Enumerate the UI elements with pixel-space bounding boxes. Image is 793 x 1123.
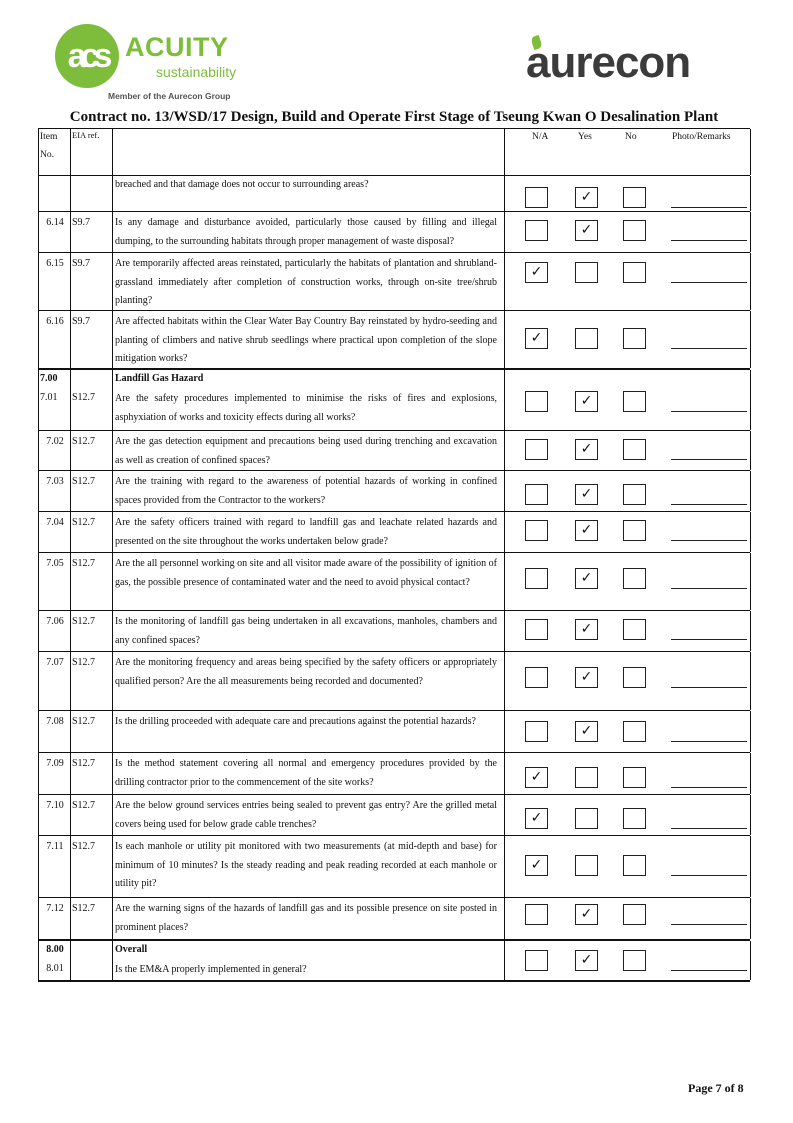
item-number: 7.07 bbox=[46, 657, 64, 668]
item-number: 6.14 bbox=[46, 217, 64, 228]
na-checkbox[interactable] bbox=[525, 667, 548, 688]
no-checkbox[interactable] bbox=[623, 904, 646, 925]
remarks-field[interactable] bbox=[671, 687, 747, 688]
table-row bbox=[38, 369, 750, 431]
yes-checkbox[interactable]: ✓ bbox=[575, 220, 598, 241]
remarks-field[interactable] bbox=[671, 924, 747, 925]
yes-checkbox[interactable]: ✓ bbox=[575, 950, 598, 971]
yes-checkbox[interactable]: ✓ bbox=[575, 484, 598, 505]
item-number: 7.01 bbox=[40, 392, 58, 403]
na-checkbox[interactable] bbox=[525, 520, 548, 541]
eia-ref: S12.7 bbox=[72, 758, 96, 769]
item-description: Are affected habitats within the Clear Water Bay Country Bay reinstated by hydro-seeding and planting of climbers and native shrub seedlings where practical upon completion of the slope mitigation works? bbox=[115, 316, 497, 364]
header-na: N/A bbox=[532, 132, 549, 142]
item-number: 7.09 bbox=[46, 758, 64, 769]
yes-checkbox[interactable] bbox=[575, 328, 598, 349]
no-checkbox[interactable] bbox=[623, 262, 646, 283]
eia-ref: S12.7 bbox=[72, 903, 96, 914]
remarks-field[interactable] bbox=[671, 207, 747, 208]
item-description: Is the drilling proceeded with adequate care and precautions against the potential hazards? bbox=[115, 716, 476, 727]
yes-checkbox[interactable]: ✓ bbox=[575, 520, 598, 541]
item-number: 7.02 bbox=[46, 436, 64, 447]
item-description: Is the EM&A properly implemented in general? bbox=[115, 964, 307, 975]
remarks-field[interactable] bbox=[671, 970, 747, 971]
table-row bbox=[38, 553, 750, 611]
section-title: Overall bbox=[115, 944, 148, 955]
eia-ref: S12.7 bbox=[72, 800, 96, 811]
na-checkbox[interactable] bbox=[525, 904, 548, 925]
na-checkbox[interactable]: ✓ bbox=[525, 855, 548, 876]
na-checkbox[interactable]: ✓ bbox=[525, 328, 548, 349]
yes-checkbox[interactable] bbox=[575, 262, 598, 283]
remarks-field[interactable] bbox=[671, 348, 747, 349]
remarks-field[interactable] bbox=[671, 639, 747, 640]
no-checkbox[interactable] bbox=[623, 619, 646, 640]
item-description: Are the training with regard to the awareness of potential hazards of working in confined spaces provided from the Contractor to the workers? bbox=[115, 476, 497, 506]
item-description: Are temporarily affected areas reinstated, particularly the habitats of plantation and shrubland-grassland immediately after completion of construction works, through on-site tree/shrub planting? bbox=[115, 258, 497, 306]
yes-checkbox[interactable] bbox=[575, 855, 598, 876]
yes-checkbox[interactable]: ✓ bbox=[575, 667, 598, 688]
no-checkbox[interactable] bbox=[623, 520, 646, 541]
no-checkbox[interactable] bbox=[623, 391, 646, 412]
item-number: 7.04 bbox=[46, 517, 64, 528]
header-no: No. bbox=[40, 150, 54, 160]
yes-checkbox[interactable]: ✓ bbox=[575, 439, 598, 460]
item-number: 8.01 bbox=[46, 963, 64, 974]
yes-checkbox[interactable]: ✓ bbox=[575, 391, 598, 412]
yes-checkbox[interactable]: ✓ bbox=[575, 721, 598, 742]
table-row bbox=[38, 471, 750, 512]
remarks-field[interactable] bbox=[671, 411, 747, 412]
eia-ref: S12.7 bbox=[72, 392, 96, 403]
item-number: 8.00 bbox=[46, 944, 64, 955]
acuity-logo bbox=[55, 24, 255, 104]
item-number: 6.15 bbox=[46, 258, 64, 269]
eia-ref: S12.7 bbox=[72, 616, 96, 627]
na-checkbox[interactable] bbox=[525, 721, 548, 742]
eia-ref: S12.7 bbox=[72, 436, 96, 447]
yes-checkbox[interactable]: ✓ bbox=[575, 187, 598, 208]
remarks-field[interactable] bbox=[671, 875, 747, 876]
no-checkbox[interactable] bbox=[623, 855, 646, 876]
table-row bbox=[38, 512, 750, 553]
table-body bbox=[38, 176, 750, 982]
table-row bbox=[38, 652, 750, 711]
header-remarks: Photo/Remarks bbox=[672, 132, 731, 142]
na-checkbox[interactable] bbox=[525, 568, 548, 589]
item-description: Are the warning signs of the hazards of landfill gas and its possible presence on site posted in prominent places? bbox=[115, 903, 497, 933]
eia-ref: S9.7 bbox=[72, 316, 91, 327]
table-row bbox=[38, 753, 750, 795]
remarks-field[interactable] bbox=[671, 504, 747, 505]
acuity-sub: sustainability bbox=[156, 64, 237, 80]
remarks-field[interactable] bbox=[671, 828, 747, 829]
no-checkbox[interactable] bbox=[623, 721, 646, 742]
item-description: breached and that damage does not occur to surrounding areas? bbox=[115, 179, 369, 190]
table-row bbox=[38, 253, 750, 311]
na-checkbox[interactable] bbox=[525, 950, 548, 971]
acuity-name: ACUITY bbox=[125, 32, 229, 62]
remarks-field[interactable] bbox=[671, 240, 747, 241]
item-description: Are the monitoring frequency and areas being specified by the safety officers or appropriately qualified person? Are the all measurements being recorded and documented? bbox=[115, 657, 497, 687]
checklist-table bbox=[38, 128, 750, 982]
remarks-field[interactable] bbox=[671, 741, 747, 742]
table-row bbox=[38, 711, 750, 753]
table-row bbox=[38, 611, 750, 652]
no-checkbox[interactable] bbox=[623, 808, 646, 829]
contract-title: Contract no. 13/WSD/17 Design, Build and Operate First Stage of Tseung Kwan O Desalination Plant bbox=[69, 109, 719, 125]
no-checkbox[interactable] bbox=[623, 328, 646, 349]
header-yes: Yes bbox=[578, 132, 592, 142]
item-description: Are the all personnel working on site and all visitor made aware of the possibility of ignition of gas, the possible presence of contaminated water and the need to avoid physical contact? bbox=[115, 558, 497, 588]
header-no-col: No bbox=[625, 132, 637, 142]
na-checkbox[interactable] bbox=[525, 619, 548, 640]
eia-ref: S9.7 bbox=[72, 258, 91, 269]
table-row bbox=[38, 836, 750, 898]
table-row bbox=[38, 898, 750, 941]
na-checkbox[interactable] bbox=[525, 484, 548, 505]
no-checkbox[interactable] bbox=[623, 767, 646, 788]
item-number: 6.16 bbox=[46, 316, 64, 327]
acuity-mark-icon: acs bbox=[55, 24, 119, 88]
no-checkbox[interactable] bbox=[623, 667, 646, 688]
yes-checkbox[interactable] bbox=[575, 808, 598, 829]
item-description: Is the monitoring of landfill gas being undertaken in all excavations, manholes, chambers and any confined spaces? bbox=[115, 616, 497, 646]
yes-checkbox[interactable]: ✓ bbox=[575, 619, 598, 640]
no-checkbox[interactable] bbox=[623, 439, 646, 460]
header-item: Item bbox=[40, 132, 58, 142]
no-checkbox[interactable] bbox=[623, 568, 646, 589]
item-number: 7.10 bbox=[46, 800, 64, 811]
table-row bbox=[38, 176, 750, 212]
remarks-field[interactable] bbox=[671, 459, 747, 460]
yes-checkbox[interactable]: ✓ bbox=[575, 568, 598, 589]
section-title: Landfill Gas Hazard bbox=[115, 373, 204, 384]
header-eia: EIA ref. bbox=[72, 130, 100, 140]
na-checkbox[interactable] bbox=[525, 187, 548, 208]
table-header bbox=[38, 128, 750, 176]
eia-ref: S12.7 bbox=[72, 716, 96, 727]
page-number: Page 7 of 8 bbox=[688, 1081, 744, 1095]
item-number: 7.03 bbox=[46, 476, 64, 487]
item-number: 7.05 bbox=[46, 558, 64, 569]
eia-ref: S12.7 bbox=[72, 476, 96, 487]
item-description: Is the method statement covering all normal and emergency procedures provided by the drilling contractor prior to the commencement of the site works? bbox=[115, 758, 497, 788]
eia-ref: S12.7 bbox=[72, 841, 96, 852]
na-checkbox[interactable] bbox=[525, 439, 548, 460]
na-checkbox[interactable] bbox=[525, 391, 548, 412]
table-row bbox=[38, 431, 750, 471]
na-checkbox[interactable]: ✓ bbox=[525, 767, 548, 788]
item-description: Is each manhole or utility pit monitored with two measurements (at mid-depth and base) for minimum of 10 minutes? Is the steady reading and peak reading recorded at each manhole or utility pit? bbox=[115, 841, 497, 889]
no-checkbox[interactable] bbox=[623, 950, 646, 971]
no-checkbox[interactable] bbox=[623, 187, 646, 208]
eia-ref: S12.7 bbox=[72, 517, 96, 528]
yes-checkbox[interactable]: ✓ bbox=[575, 904, 598, 925]
eia-ref: S12.7 bbox=[72, 558, 96, 569]
item-number: 7.00 bbox=[40, 373, 58, 384]
aurecon-logo: aurecon bbox=[526, 38, 691, 87]
table-row bbox=[38, 941, 750, 982]
item-description: Are the safety officers trained with regard to landfill gas and leachate related hazards and presented on the site throughout the works undertaken below grade? bbox=[115, 517, 497, 547]
na-checkbox[interactable]: ✓ bbox=[525, 808, 548, 829]
remarks-field[interactable] bbox=[671, 282, 747, 283]
eia-ref: S9.7 bbox=[72, 217, 91, 228]
na-checkbox[interactable] bbox=[525, 220, 548, 241]
table-row bbox=[38, 212, 750, 253]
yes-checkbox[interactable] bbox=[575, 767, 598, 788]
acuity-member-text: Member of the Aurecon Group bbox=[108, 91, 231, 101]
item-description: Are the gas detection equipment and precautions being used during trenching and excavation as well as creation of confined spaces? bbox=[115, 436, 497, 466]
na-checkbox[interactable]: ✓ bbox=[525, 262, 548, 283]
item-number: 7.06 bbox=[46, 616, 64, 627]
no-checkbox[interactable] bbox=[623, 220, 646, 241]
remarks-field[interactable] bbox=[671, 787, 747, 788]
item-description: Are the safety procedures implemented to minimise the risks of fires and explosions, asphyxiation of works and toxicity effects during all works? bbox=[115, 393, 497, 423]
item-number: 7.11 bbox=[46, 841, 64, 852]
item-number: 7.08 bbox=[46, 716, 64, 727]
item-description: Is any damage and disturbance avoided, particularly those caused by filling and illegal dumping, to the surrounding habitats through proper management of waste disposal? bbox=[115, 217, 497, 247]
table-row bbox=[38, 795, 750, 836]
item-description: Are the below ground services entries being sealed to prevent gas entry? Are the grilled metal covers being used for below grade cable trenches? bbox=[115, 800, 497, 830]
no-checkbox[interactable] bbox=[623, 484, 646, 505]
remarks-field[interactable] bbox=[671, 588, 747, 589]
item-number: 7.12 bbox=[46, 903, 64, 914]
remarks-field[interactable] bbox=[671, 540, 747, 541]
eia-ref: S12.7 bbox=[72, 657, 96, 668]
table-row bbox=[38, 311, 750, 369]
